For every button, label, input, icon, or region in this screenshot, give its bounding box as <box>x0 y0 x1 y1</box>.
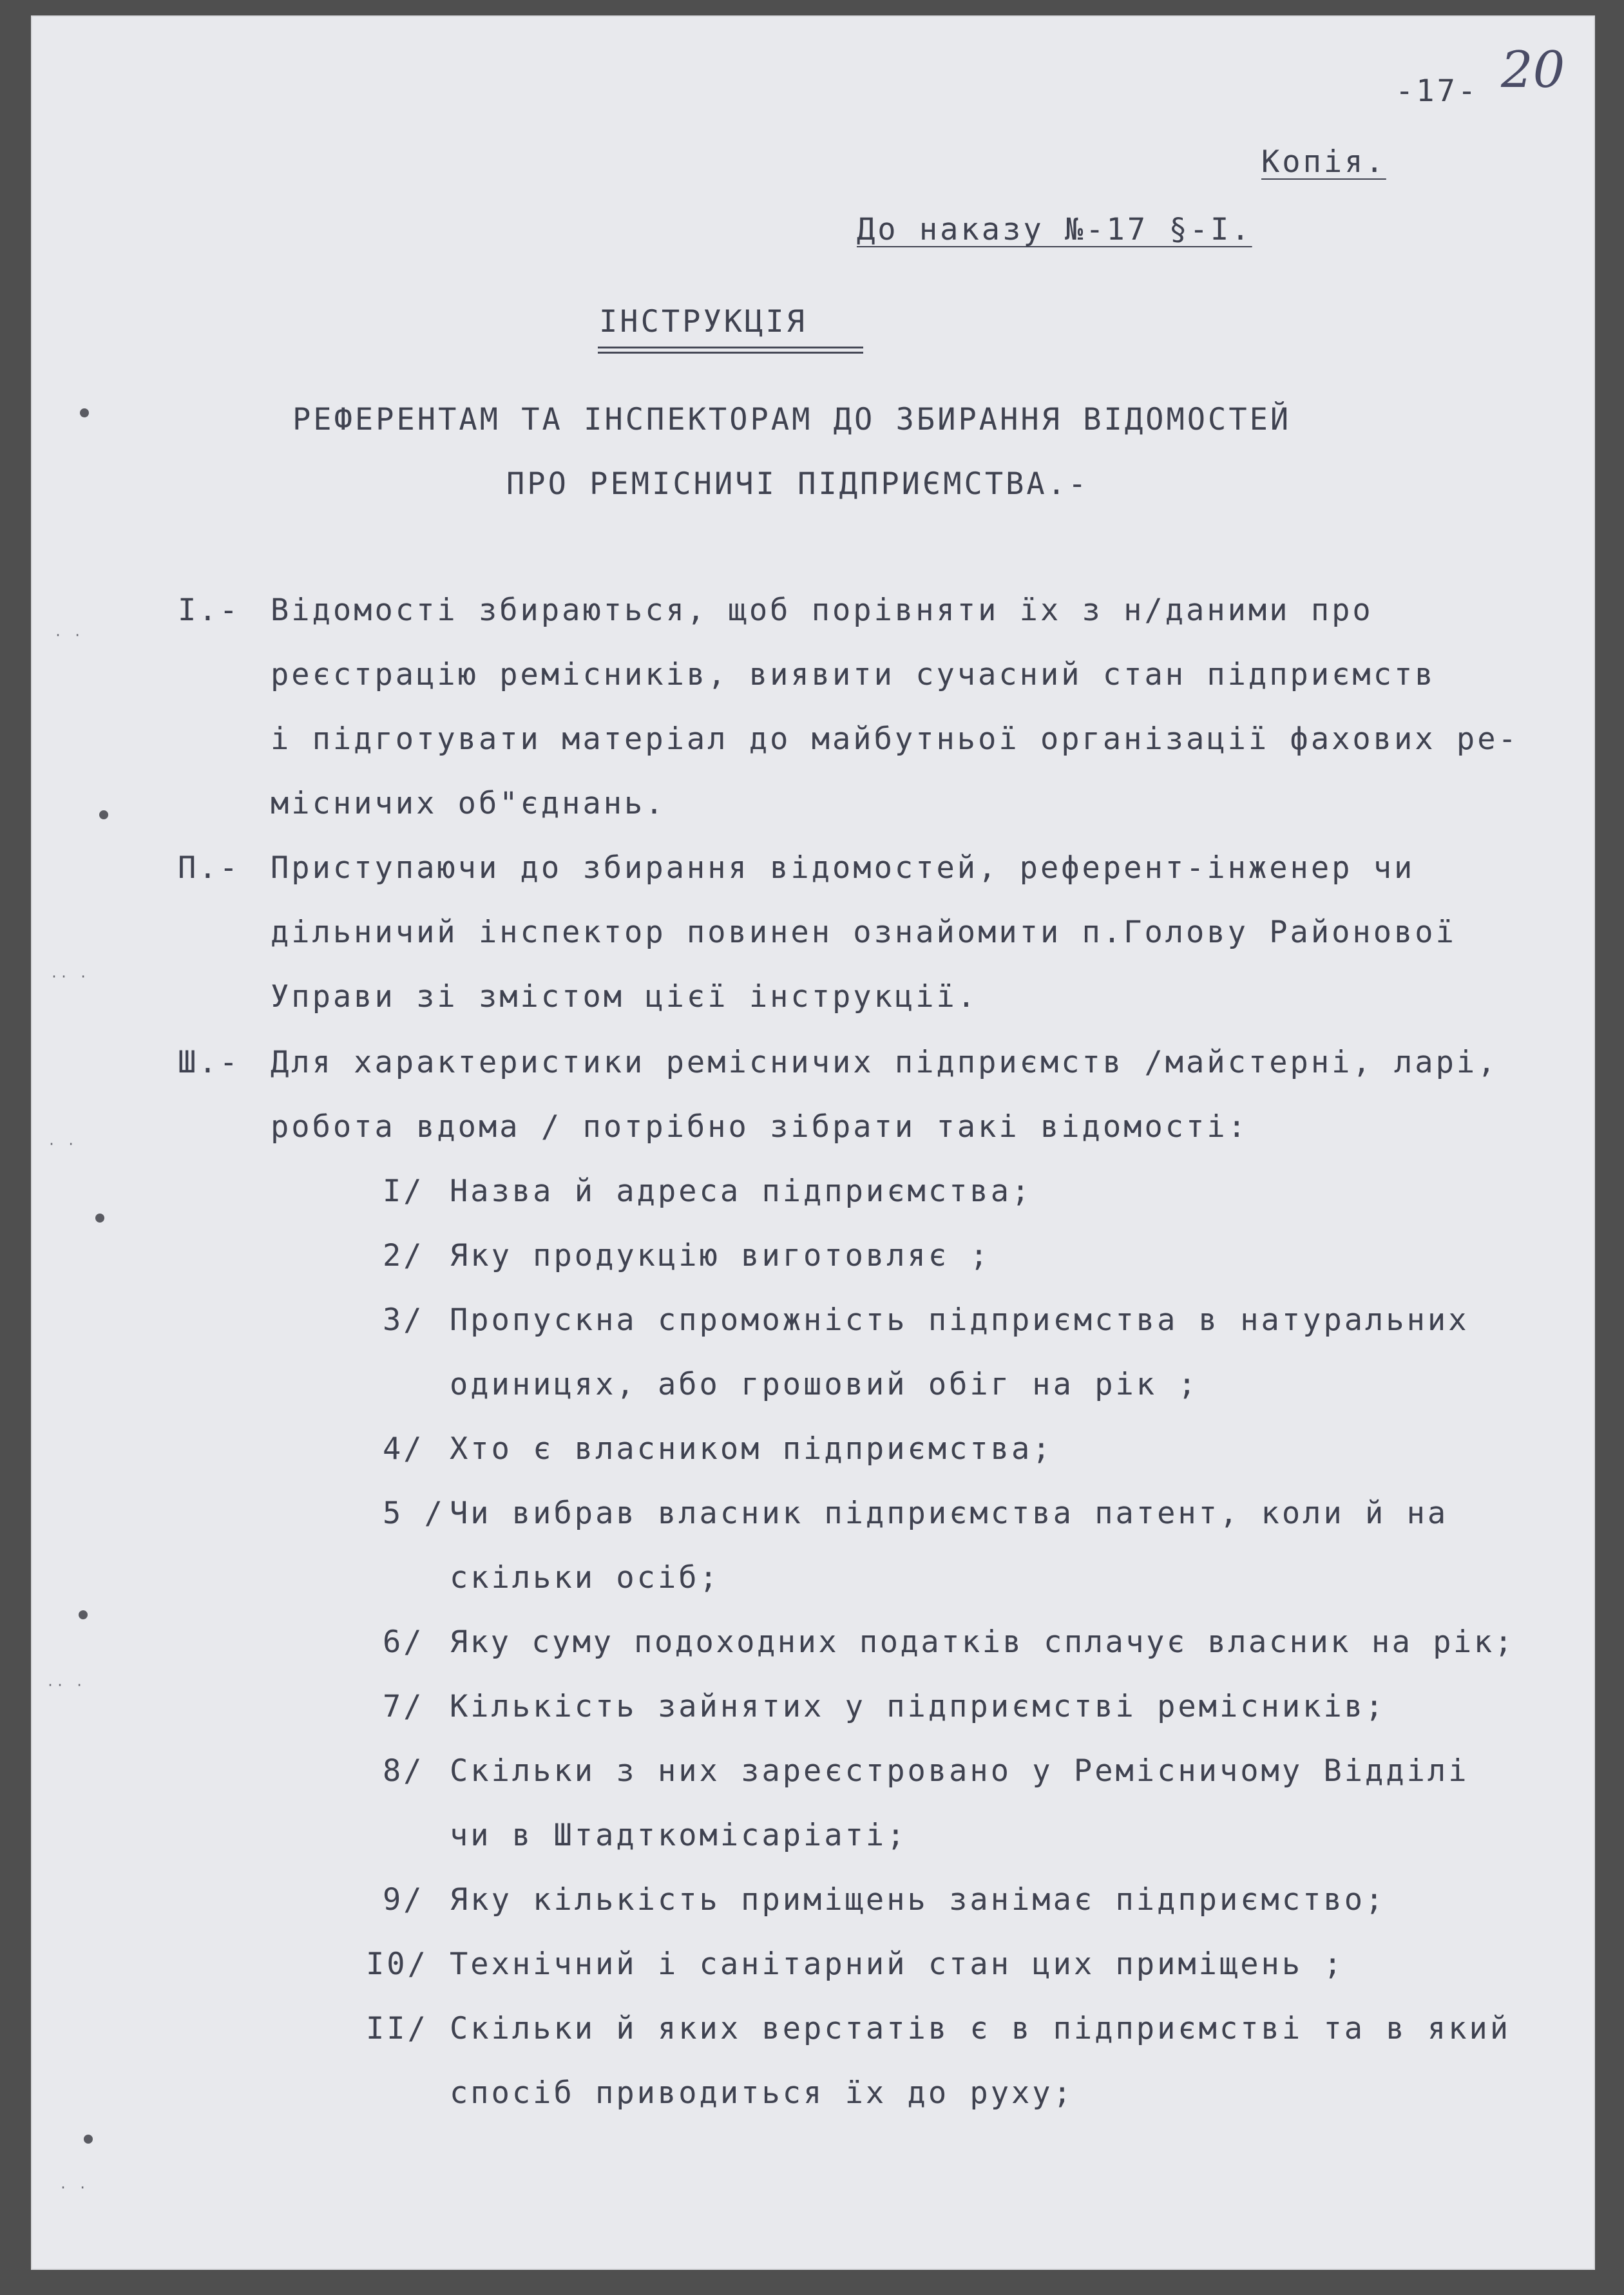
margin-specks: · · <box>59 2180 89 2195</box>
section-text-line: реєстрацію ремісників, виявити сучасний стан підприємств <box>271 657 1436 692</box>
section-number: Ш.- <box>178 1045 240 1080</box>
order-reference: До наказу №-17 §-I. <box>857 212 1252 247</box>
item-text-line: одиницях, або грошовий обіг на рік ; <box>450 1367 1199 1402</box>
item-number: 9/ <box>383 1882 425 1918</box>
item-number: 6/ <box>383 1624 425 1660</box>
section-text-line: Для характеристики ремісничих підприємств /майстерні, ларі, <box>271 1045 1498 1080</box>
item-number: 7/ <box>383 1689 425 1724</box>
page-number-handwritten: 20 <box>1501 41 1565 99</box>
item-text-line: Технічний і санітарний стан цих приміщень ; <box>450 1947 1344 1982</box>
subtitle-line-2: ПРО РЕМІСНИЧІ ПІДПРИЄМСТВА.- <box>506 466 1089 502</box>
item-text-line: Хто є власником підприємства; <box>450 1431 1053 1467</box>
item-text-line: чи в Штадткомісаріаті; <box>450 1818 908 1853</box>
item-text-line: Назва й адреса підприємства; <box>450 1174 1033 1209</box>
section-text-line: і підготувати матеріал до майбутньої організації фахових ре- <box>271 721 1519 757</box>
instruction-heading: ІНСТРУКЦІЯ <box>599 304 807 339</box>
binding-hole <box>95 1214 104 1223</box>
item-number: I0/ <box>366 1947 428 1982</box>
section-text-line: місничих об"єднань. <box>271 786 666 821</box>
subtitle-line-1: РЕФЕРЕНТАМ ТА ІНСПЕКТОРАМ ДО ЗБИРАННЯ ВІДОМОСТЕЙ <box>292 402 1292 437</box>
item-number: 8/ <box>383 1753 425 1789</box>
binding-hole <box>84 2135 93 2144</box>
item-text-line: Яку продукцію виготовляє ; <box>450 1238 991 1273</box>
binding-hole <box>99 810 108 819</box>
margin-specks: ·· · <box>50 969 90 984</box>
item-text-line: Пропускна спроможність підприємства в натуральних <box>450 1302 1469 1338</box>
item-text-line: Яку кількість приміщень занімає підприємство; <box>450 1882 1386 1918</box>
margin-specks: · · <box>54 627 84 643</box>
item-number: 3/ <box>383 1302 425 1338</box>
section-text-line: Відомості збираються, щоб порівняти їх з н/даними про <box>271 593 1373 628</box>
page-marker: -17- <box>1395 73 1479 109</box>
margin-specks: · · <box>48 1136 77 1152</box>
document-page <box>31 15 1595 2270</box>
margin-specks: ·· · <box>46 1677 86 1693</box>
item-number: 5 / <box>383 1496 445 1531</box>
section-number: П.- <box>178 850 240 886</box>
binding-hole <box>79 1610 88 1619</box>
item-text-line: Скільки з них зареєстровано у Ремісничому Відділі <box>450 1753 1469 1789</box>
copy-label: Копія. <box>1261 144 1386 180</box>
section-text-line: Приступаючи до збирання відомостей, референт-інженер чи <box>271 850 1415 886</box>
section-text-line: дільничий інспектор повинен ознайомити п.Голову Районової <box>271 915 1457 950</box>
heading-double-underline <box>598 347 863 354</box>
item-text-line: спосіб приводиться їх до руху; <box>450 2075 1074 2111</box>
item-number: 4/ <box>383 1431 425 1467</box>
item-text-line: скільки осіб; <box>450 1560 720 1595</box>
item-text-line: Кількість зайнятих у підприємстві ремісників; <box>450 1689 1386 1724</box>
item-number: II/ <box>366 2011 428 2046</box>
section-number: I.- <box>178 593 240 628</box>
item-number: I/ <box>383 1174 425 1209</box>
section-text-line: робота вдома / потрібно зібрати такі відомості: <box>271 1109 1248 1145</box>
item-text-line: Чи вибрав власник підприємства патент, коли й на <box>450 1496 1449 1531</box>
binding-hole <box>80 408 89 417</box>
item-text-line: Скільки й яких верстатів є в підприємстві та в який <box>450 2011 1511 2046</box>
section-text-line: Управи зі змістом цієї інструкції. <box>271 979 979 1014</box>
item-text-line: Яку суму подоходних податків сплачує власник на рік; <box>450 1624 1515 1660</box>
item-number: 2/ <box>383 1238 425 1273</box>
